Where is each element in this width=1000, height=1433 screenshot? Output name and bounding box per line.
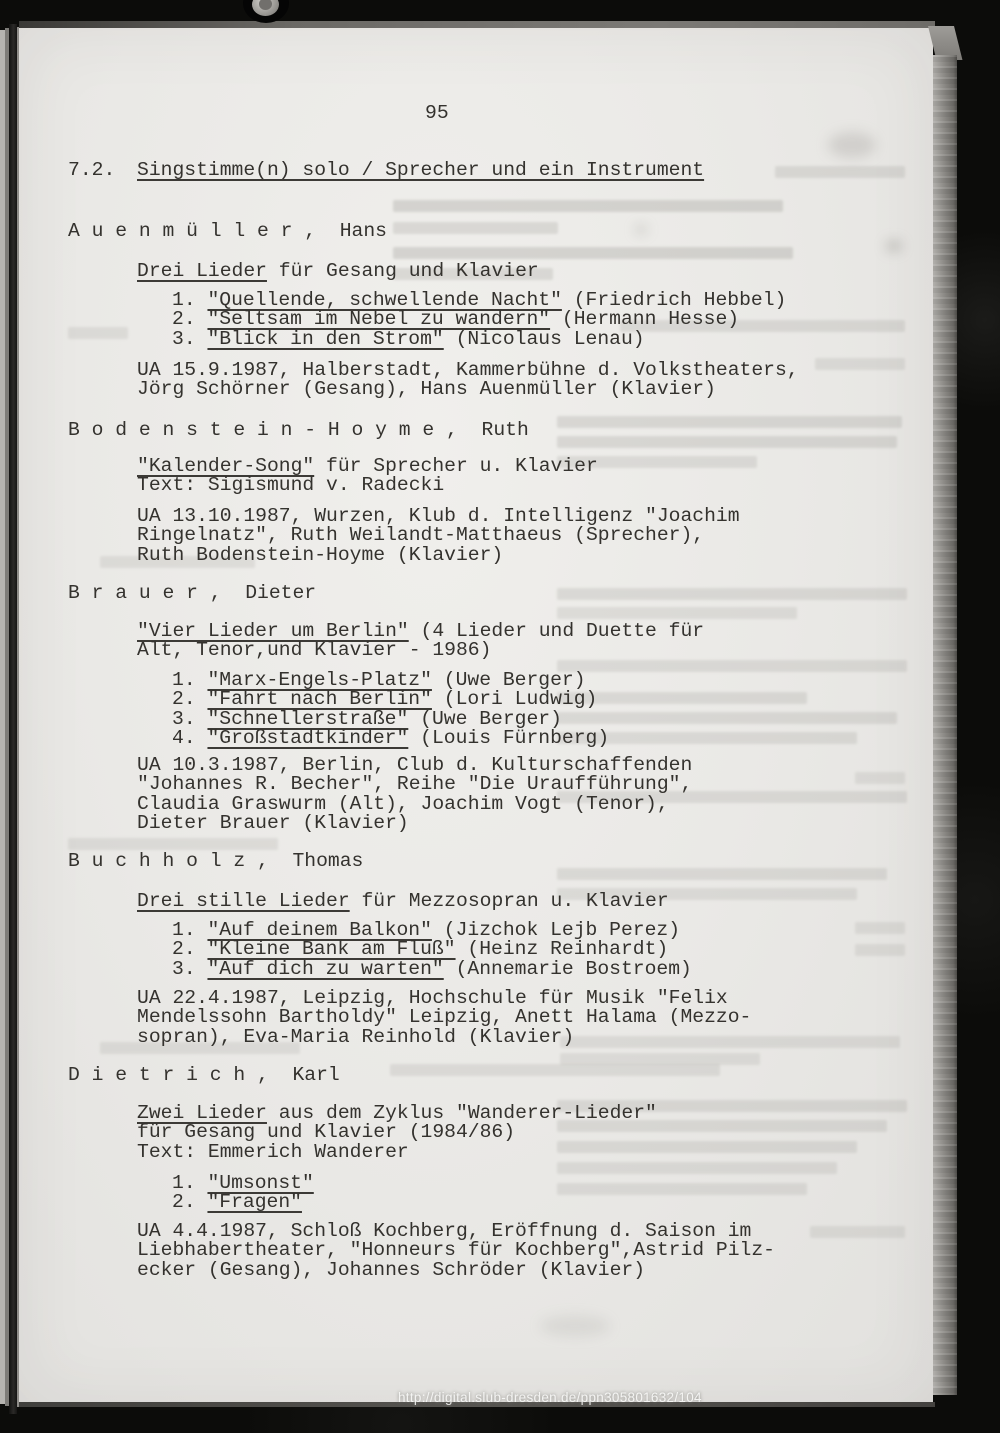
text-segment: (Heinz Reinhardt) (455, 938, 669, 961)
text-segment: für Gesang und Klavier (1984/86) (137, 1121, 516, 1144)
list-number: 2. (172, 938, 208, 961)
page-number: 95 (425, 102, 449, 124)
work-title: "Auf deinem Balkon" (207, 919, 432, 941)
list-number: 1. (172, 669, 208, 691)
text-segment: Alt, Tenor,und Klavier - 1986) (137, 639, 492, 662)
text-segment: UA 10.3.1987, Berlin, Club d. Kulturschaffenden (137, 754, 693, 776)
text-segment: UA 4.4.1987, Schloß Kochberg, Eröffnung d. Saison im (137, 1220, 752, 1242)
text-segment: sopran), Eva-Maria Reinhold (Klavier) (137, 1025, 575, 1048)
list-number: 1. (172, 919, 208, 941)
text-segment: für Gesang und Klavier (266, 260, 539, 282)
text-segment: aus dem Zyklus "Wanderer-Lieder" (266, 1102, 657, 1124)
work-title: "Kleine Bank am Fluß" (207, 938, 456, 961)
bleed-through-smudge (855, 944, 905, 956)
bleed-through-smudge (557, 660, 907, 672)
text-segment: Text: Emmerich Wanderer (137, 1140, 409, 1163)
text-block (137, 892, 669, 911)
text-block (137, 361, 799, 400)
work-title: "Fragen" (207, 1191, 302, 1214)
text-segment: ecker (Gesang), Johannes Schröder (Klavier) (137, 1258, 646, 1281)
text-block (137, 1104, 657, 1162)
bleed-through-smudge (68, 327, 128, 339)
text-segment: Claudia Graswurm (Alt), Joachim Vogt (Tenor), (137, 792, 669, 815)
section-title: Singstimme(n) solo / Sprecher und ein Instrument (137, 159, 705, 181)
bleed-through-smudge (557, 1162, 837, 1174)
text-segment: Ringelnatz", Ruth Weilandt-Matthaeus (Sprecher), (137, 524, 705, 547)
list-number: 1. (172, 289, 208, 311)
bleed-through-smudge (557, 1183, 807, 1195)
text-segment: Jörg Schörner (Gesang), Hans Auenmüller (Klavier) (137, 378, 716, 401)
text-segment: UA 15.9.1987, Halberstadt, Kammerbühne d. Volkstheaters, (137, 359, 799, 381)
bleed-through-smudge (393, 200, 783, 212)
list-number: 3. (172, 957, 208, 980)
work-movements-list (172, 291, 786, 349)
work-title: "Umsonst" (207, 1172, 314, 1194)
text-segment: UA 22.4.1987, Leipzig, Hochschule für Musik "Felix (137, 987, 728, 1009)
bleed-through-smudge (855, 772, 905, 784)
text-segment: "Johannes R. Becher", Reihe "Die Uraufführung", (137, 773, 693, 796)
composer-name: B o d e n s t e i n - H o y m e , Ruth (68, 419, 529, 441)
list-number: 3. (172, 327, 208, 350)
text-segment: (Uwe Berger) (431, 669, 586, 691)
bleed-through-smudge (557, 416, 902, 428)
bleed-through-smudge (557, 868, 887, 880)
text-segment: (Friedrich Hebbel) (561, 289, 787, 311)
work-title: "Seltsam im Nebel zu wandern" (207, 308, 551, 331)
text-segment: (Hermann Hesse) (550, 308, 740, 331)
text-block (137, 622, 704, 661)
page-edge-stack (933, 55, 957, 1395)
text-segment: Dieter Brauer (Klavier) (137, 812, 409, 835)
text-segment: (Lori Ludwig) (431, 688, 598, 711)
bleed-through-smudge (68, 838, 278, 850)
paper-smudge (540, 1315, 610, 1337)
text-block (137, 1222, 775, 1280)
bleed-through-smudge (557, 436, 897, 448)
work-title: "Fahrt nach Berlin" (207, 688, 432, 711)
bleed-through-smudge (390, 1064, 720, 1076)
text-segment: Liebhabertheater, "Honneurs für Kochberg",Astrid Pilz- (137, 1239, 775, 1262)
work-title: Drei stille Lieder (137, 890, 350, 912)
work-title: "Blick in den Strom" (207, 327, 444, 350)
work-title: "Auf dich zu warten" (207, 957, 444, 980)
text-segment: Mendelssohn Bartholdy" Leipzig, Anett Halama (Mezzo- (137, 1006, 752, 1029)
text-segment: UA 13.10.1987, Wurzen, Klub d. Intelligenz "Joachim (137, 505, 740, 527)
text-block (137, 457, 598, 496)
text-block (137, 262, 539, 281)
list-number: 2. (172, 688, 208, 711)
bleed-through-smudge (393, 222, 558, 234)
work-title: Drei Lieder (137, 260, 267, 282)
composer-name: D i e t r i c h , Karl (68, 1064, 340, 1086)
bleed-through-smudge (815, 358, 905, 370)
list-number: 3. (172, 707, 208, 730)
text-segment: für Mezzosopran u. Klavier (349, 890, 669, 912)
composer-name: B u c h h o l z , Thomas (68, 850, 364, 872)
paper-smudge (635, 225, 647, 234)
text-segment: (Annemarie Bostroem) (443, 957, 692, 980)
work-title: "Kalender-Song" (137, 455, 315, 477)
bleed-through-smudge (855, 922, 905, 934)
text-segment: (Louis Fürnberg) (408, 727, 610, 750)
bleed-through-smudge (775, 166, 905, 178)
composer-name: B r a u e r , Dieter (68, 582, 317, 604)
list-number: 4. (172, 727, 208, 750)
work-movements-list (172, 671, 609, 749)
binding-gutter-shadow (9, 24, 17, 1414)
text-segment: (4 Lieder und Duette für (408, 620, 705, 642)
paper-smudge (886, 240, 902, 252)
work-title: "Marx-Engels-Platz" (207, 669, 432, 691)
text-segment: Ruth Bodenstein-Hoyme (Klavier) (137, 543, 504, 566)
work-movements-list (172, 921, 692, 979)
work-title: "Quellende, schwellende Nacht" (207, 289, 562, 311)
work-title: Zwei Lieder (137, 1102, 267, 1124)
section-number: 7.2. (68, 159, 116, 181)
binding-gutter (17, 27, 19, 1407)
work-title: "Schnellerstraße" (207, 707, 409, 730)
watermark-url: http://digital.slub-dresden.de/ppn305801632/104 (398, 1390, 702, 1405)
work-title: "Großstadtkinder" (207, 727, 409, 750)
text-block (137, 756, 692, 834)
text-segment: Text: Sigismund v. Radecki (137, 474, 445, 497)
bleed-through-smudge (557, 607, 797, 619)
text-segment: für Sprecher u. Klavier (314, 455, 598, 477)
page-top-edge (19, 21, 935, 28)
text-block (137, 507, 740, 565)
text-block (137, 989, 751, 1047)
text-segment: (Uwe Berger) (408, 707, 562, 730)
list-number: 1. (172, 1172, 208, 1194)
work-title: "Vier Lieder um Berlin" (137, 620, 409, 642)
bleed-through-smudge (393, 247, 793, 259)
text-segment: (Nicolaus Lenau) (443, 327, 645, 350)
text-segment: (Jizchok Lejb Perez) (431, 919, 681, 941)
paper-smudge (828, 132, 876, 158)
bleed-through-smudge (557, 588, 907, 600)
list-number: 2. (172, 308, 208, 331)
list-number: 2. (172, 1191, 208, 1214)
bleed-through-smudge (810, 1226, 905, 1238)
composer-name: A u e n m ü l l e r , Hans (68, 220, 387, 242)
work-movements-list (172, 1174, 314, 1213)
